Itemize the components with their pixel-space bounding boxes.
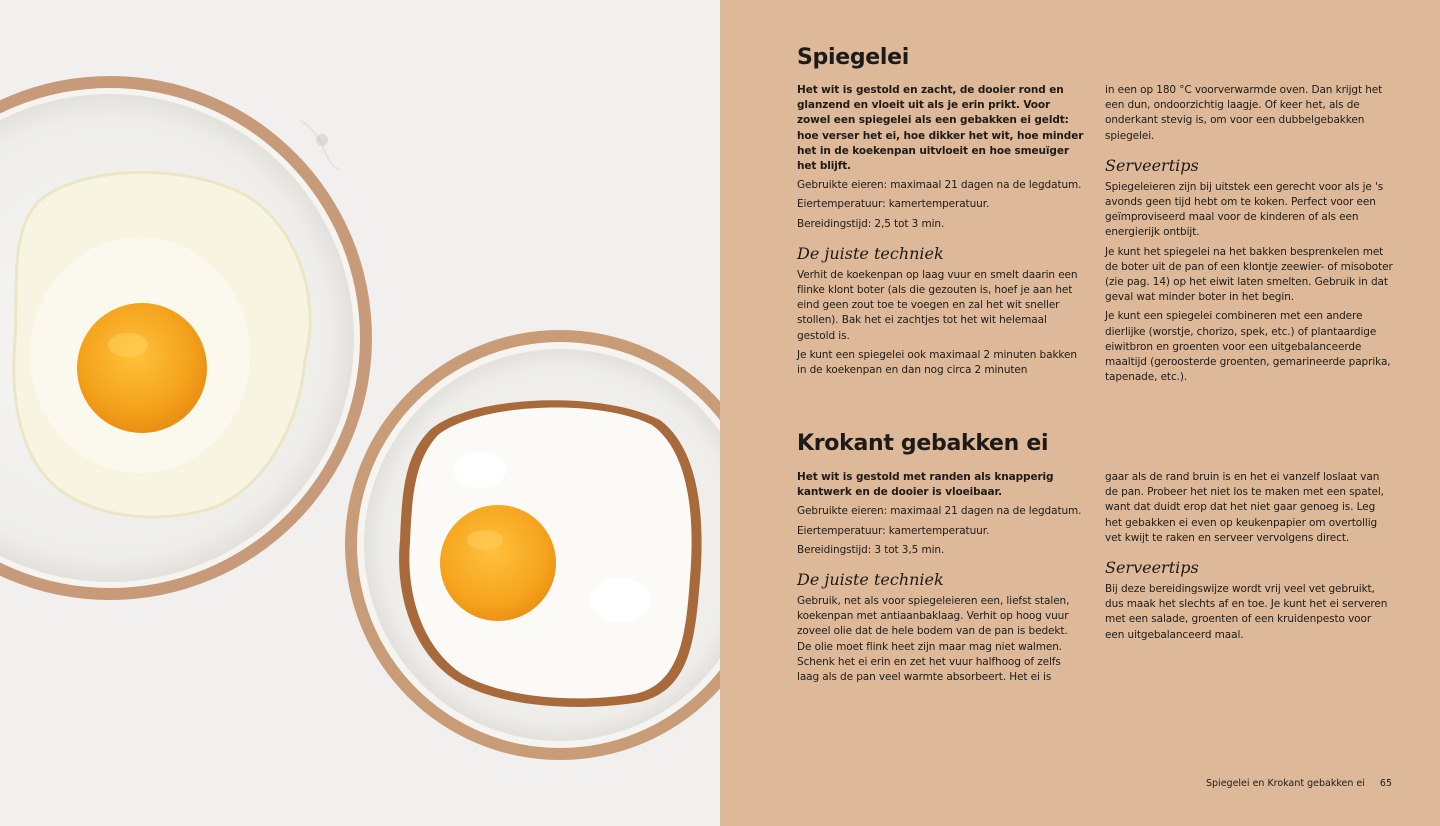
krokant-column-right <box>1105 470 1393 643</box>
section-title: Spiegelei <box>797 45 910 70</box>
continuation-text: gaar als de rand bruin is en het ei vanzelf loslaat van de pan. Probeer het niet los te maken met een spatel, want dat duidt erop dat het niet gaar genoeg is. Leg het gebakken ei even op keukenpapier om overtollig vet kwijt te raken en serveer vervolgens direct. <box>1105 471 1384 544</box>
page-footer <box>1194 778 1392 790</box>
technique-paragraph: Gebruik, net als voor spiegeleieren een, liefst stalen, koekenpan met antiaanbaklaag. Verhit op hoog vuur zoveel olie dat de hele bodem van de pan is bedekt. De olie moet flink heet zijn maar mag niet walmen. Schenk het ei erin en zet het vuur halfhoog of zelfs laag als de pan veel warmte absorbeert. Het ei is <box>797 595 1070 684</box>
technique-heading: De juiste techniek <box>797 570 944 590</box>
section-krokant-gebakken-ei <box>797 430 1048 458</box>
serving-heading: Serveertips <box>1105 155 1199 175</box>
fact-prep-time: Bereidingstijd: 3 tot 3,5 min. <box>797 543 945 556</box>
fact-egg-temperature: Eiertemperatuur: kamertemperatuur. <box>797 524 990 537</box>
serving-heading: Serveertips <box>1105 558 1199 578</box>
technique-heading: De juiste techniek <box>797 243 944 263</box>
serving-paragraph: Je kunt het spiegelei na het bakken besprenkelen met de boter uit de pan of een klontje zeewier- of misoboter (zie pag. 14) op het eiwit laten smelten. Gebruik in dat geval wat minder boter in het begin. <box>1105 245 1393 304</box>
section-title: Krokant gebakken ei <box>797 431 1049 456</box>
intro-text: Het wit is gestold en zacht, de dooier rond en glanzend en vloeit uit als je erin prikt. Voor zowel een spiegelei als een gebakken ei geldt: hoe verser het ei, hoe dikker het wit, hoe minder het in de koekenpan uitvloeit en hoe smeuïger het blijft. <box>797 84 1084 173</box>
technique-paragraph: Je kunt een spiegelei ook maximaal 2 minuten bakken in de koekenpan en dan nog circa 2 minuten <box>797 348 1077 377</box>
fact-eggs-age: Gebruikte eieren: maximaal 21 dagen na de legdatum. <box>797 505 1082 518</box>
fact-prep-time: Bereidingstijd: 2,5 tot 3 min. <box>797 217 945 230</box>
serving-paragraph: Je kunt een spiegelei combineren met een andere dierlijke (worstje, chorizo, spek, etc.) of plantaardige eiwitbron en groenten voor een uitgebalanceerde maaltijd (geroosterde groenten, gemarineerde paprika, tapenade, etc.). <box>1105 310 1391 384</box>
fact-eggs-age: Gebruikte eieren: maximaal 21 dagen na de legdatum. <box>797 179 1082 192</box>
page-number: 65 <box>1379 778 1392 789</box>
spiegelei-column-left <box>797 83 1085 378</box>
crispy-fried-egg <box>399 400 702 707</box>
fact-egg-temperature: Eiertemperatuur: kamertemperatuur. <box>797 198 990 211</box>
krokant-column-left <box>797 470 1085 685</box>
intro-text: Het wit is gestold met randen als knapperig kantwerk en de dooier is vloeibaar. <box>797 471 1054 499</box>
technique-paragraph: Verhit de koekenpan op laag vuur en smelt daarin een flinke klont boter (als die gezouten is, hoef je aan het eind geen zout toe te voegen en zal het wit sneller stollen). Bak het ei zachtjes tot het wit helemaal gestold is. <box>797 268 1078 342</box>
spiegelei-column-right <box>1105 83 1393 385</box>
sunny-side-up-egg <box>14 172 310 517</box>
text-page <box>720 0 1440 826</box>
serving-paragraph: Spiegeleieren zijn bij uitstek een gerecht voor als je 's avonds geen tijd hebt om te koken. Perfect voor een geïmproviseerd maal voor de kinderen of als een energierijk ontbijt. <box>1105 180 1384 239</box>
section-spiegelei <box>797 44 909 72</box>
serving-paragraph: Bij deze bereidingswijze wordt vrij veel vet gebruikt, dus maak het slechts af en toe. Je kunt het ei serveren met een salade, groenten of een kruidenpesto voor een uitgebalanceerd maal. <box>1105 583 1388 641</box>
continuation-text: in een op 180 °C voorverwarmde oven. Dan krijgt het een dun, ondoorzichtig laagje. Of keer het, als de onderkant stevig is, om voor een dubbelgebakken spiegelei. <box>1105 84 1383 142</box>
running-title: Spiegelei en Krokant gebakken ei <box>1206 778 1365 789</box>
